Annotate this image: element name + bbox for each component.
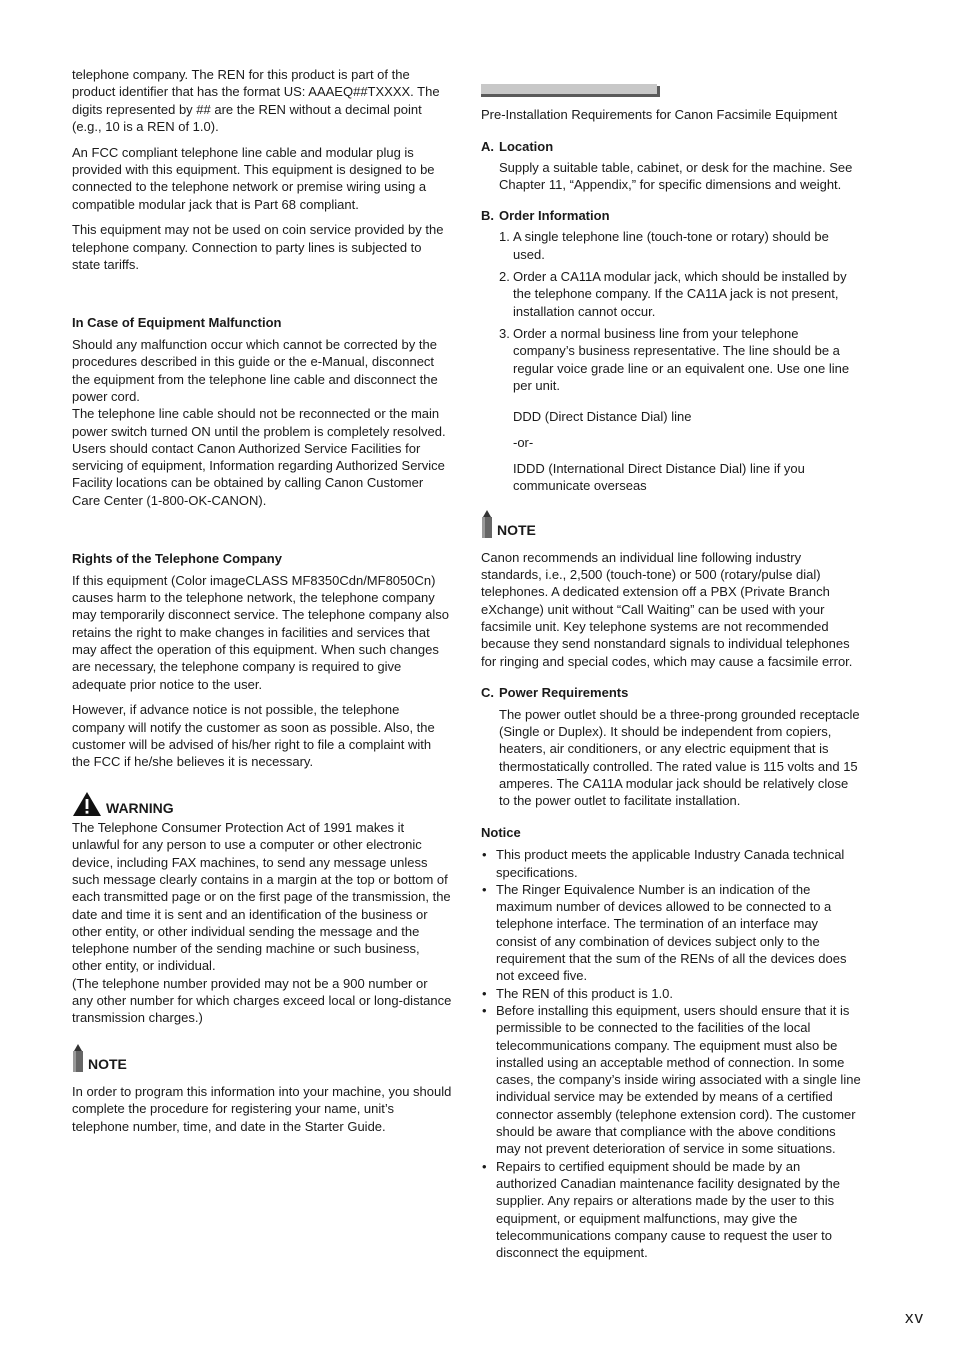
note-label-right: NOTE: [497, 521, 536, 538]
list-item: [481, 1002, 861, 1158]
section-a-label: A.: [481, 138, 494, 154]
rights-heading: Rights of the Telephone Company: [72, 550, 282, 566]
section-a-text: Supply a suitable table, cabinet, or desk for the machine. See Chapter 11, “Appendix,” for specific dimensions and weight.: [499, 160, 853, 193]
rights-paragraph-2: However, if advance notice is not possible, the telephone company will notify the customer as soon as possible. Also, the customer will be advised of his/her right to file a complaint with the FCC if he/she believes it is necessary.: [72, 702, 435, 770]
list-item-text: Repairs to certified equipment should be made by an authorized Canadian maintenance facility designated by the supplier. Any repairs or alterations made by the user to this equipment, or equipment malfunctions, may give the telecommunications company cause to request the user to disconnect the equipment.: [496, 1158, 841, 1261]
right-column: [481, 66, 861, 1261]
list-item-text: Before installing this equipment, users should ensure that it is permissible to be connected to the facilities of the local telecommunications company. The equipment must also be installed using an acceptable method of connection. In some cases, the company’s inside wiring associated with a single line individual service may be extended by means of a certified connector assembly (telephone extension cord). The customer should be aware that compliance with the above conditions may not prevent deterioration of service in some situations.: [496, 1002, 861, 1157]
section-c-label: C.: [481, 685, 494, 701]
left-paragraph-3: This equipment may not be used on coin service provided by the telephone company. Connection to party lines is subjected to state tariffs.: [72, 222, 444, 272]
note-pencil-icon: [481, 509, 493, 539]
iddd-line: IDDD (International Direct Distance Dial) line if you communicate overseas: [513, 460, 805, 494]
list-item: [481, 985, 861, 1002]
note-callout-right: [481, 509, 861, 539]
list-item-text: The Ringer Equivalence Number is an indication of the maximum number of devices allowed to be connected to a telephone interface. The termination of an interface may consist of any combination of devices subject only to the requirement that the sum of the RENs of all the devices does not exceed five.: [496, 881, 847, 984]
malfunction-heading: In Case of Equipment Malfunction: [72, 314, 282, 330]
warning-triangle-icon: [72, 791, 102, 817]
list-item-number: 1.: [499, 229, 510, 245]
list-item-text: The REN of this product is 1.0.: [496, 985, 674, 1001]
section-header-bar: [481, 84, 657, 97]
list-item-text: This product meets the applicable Industry Canada technical specifications.: [496, 847, 845, 880]
note-label-left: NOTE: [88, 1055, 127, 1072]
section-c-title: Power Requirements: [499, 685, 629, 701]
warning-paragraph-1: The Telephone Consumer Protection Act of 1991 makes it unlawful for any person to use a computer or other electronic device, including FAX machines, to send any message unless such message clearly contains in a margin at the top or bottom of each transmitted page or on the first page of the transmission, the date and time it is sent and an identification of the business or other entity, or other individual sending the message and the telephone number of the sending machine or such business, other entity, or individual.: [72, 820, 451, 974]
bullet: •: [482, 881, 487, 897]
list-item: [481, 846, 861, 881]
bullet: •: [482, 985, 487, 1001]
section-a-title: Location: [499, 138, 554, 154]
bullet: •: [482, 847, 487, 863]
section-c-text: The power outlet should be a three-prong grounded receptacle (Single or Duplex). It should be independent from copiers, heaters, air conditioners, or any electric equipment that is thermostatically controlled. The rated value is 115 volts and 15 amperes. The CA11A modular jack should be relatively close to the power outlet to facilitate installation.: [499, 706, 860, 809]
pre-installation-intro: Pre-Installation Requirements for Canon Facsimile Equipment: [481, 107, 838, 122]
malfunction-paragraph-1: Should any malfunction occur which cannot be corrected by the procedures described in this guide or the e-Manual, disconnect the equipment from the telephone line cable and disconnect the power cord.: [72, 337, 438, 404]
list-item-text: Order a normal business line from your telephone company’s business representative. The line should be a regular voice grade line or an equivalent one. Use one line per unit.: [513, 325, 850, 393]
list-item-number: 2.: [499, 269, 510, 285]
section-a-heading: [481, 138, 861, 155]
page-number: xv: [905, 1308, 924, 1327]
warning-label: WARNING: [106, 799, 174, 816]
warning-callout: [72, 791, 452, 817]
note-paragraph-left: In order to program this information into your machine, you should complete the procedure for registering your name, unit’s telephone number, time, and date in the Starter Guide.: [72, 1084, 452, 1134]
warning-paragraph-2: (The telephone number provided may not be a 900 number or any other number for which charges exceed local or long-distance transmission charges.): [72, 975, 452, 1026]
left-paragraph-1: telephone company. The REN for this product is part of the product identifier that has the format US: AAAEQ##TXXXX. The digits represented by ## are the REN without a decimal point (e.g., 10 is a REN of 1.0).: [72, 67, 440, 134]
left-column: [72, 66, 452, 1144]
or-separator: -or-: [513, 434, 534, 450]
list-item: [481, 268, 861, 320]
list-item: [481, 228, 861, 263]
section-c-heading: [481, 684, 861, 701]
list-item: [481, 1158, 861, 1262]
left-paragraph-2: An FCC compliant telephone line cable and modular plug is provided with this equipment. This equipment is designed to be connected to the telephone network or premise wiring using a compatible modular jack that is Part 68 compliant.: [72, 144, 435, 212]
list-item-text: Order a CA11A modular jack, which should be installed by the telephone company. If the CA11A jack is not present, installation cannot occur.: [513, 269, 847, 319]
note-paragraph-right: Canon recommends an individual line following industry standards, i.e., 2,500 (touch-tone) or 500 (rotary/pulse dial) telephones. A dedicated extension off a PBX (Private Branch eXchange) unit without “Call Waiting” can be used with your facsimile unit. Key telephone systems are not recommended because they send nonstandard signals to individual telephones for ringing and special codes, which may cause a facsimile error.: [481, 549, 853, 669]
bullet: •: [482, 1158, 487, 1174]
rights-paragraph-1: If this equipment (Color imageCLASS MF8350Cdn/MF8050Cn) causes harm to the telephone network, the telephone company may temporarily disconnect service. The telephone company also retains the right to make changes in facilities and services that may affect the operation of this equipment. When such changes are necessary, the telephone company is required to give adequate prior notice to the user.: [72, 572, 449, 692]
list-item-number: 3.: [499, 325, 510, 341]
list-item: [481, 881, 861, 985]
list-item: [481, 325, 861, 394]
section-b-label: B.: [481, 208, 494, 224]
note-callout-left: [72, 1043, 452, 1073]
notice-heading: Notice: [481, 825, 521, 840]
list-item-text: A single telephone line (touch-tone or rotary) should be used.: [513, 229, 829, 262]
section-b-title: Order Information: [499, 208, 610, 224]
bullet: •: [482, 1002, 487, 1018]
section-b-heading: [481, 207, 861, 224]
malfunction-paragraph-2: The telephone line cable should not be reconnected or the main power switch turned ON until the problem is completely resolved. Users should contact Canon Authorized Service Facilities for servicing of equipment, Information regarding Authorized Service Facility locations can be obtained by calling Canon Customer Care Center (1-800-OK-CANON).: [72, 406, 446, 508]
note-pencil-icon: [72, 1043, 84, 1073]
ddd-line: DDD (Direct Distance Dial) line: [513, 409, 692, 425]
